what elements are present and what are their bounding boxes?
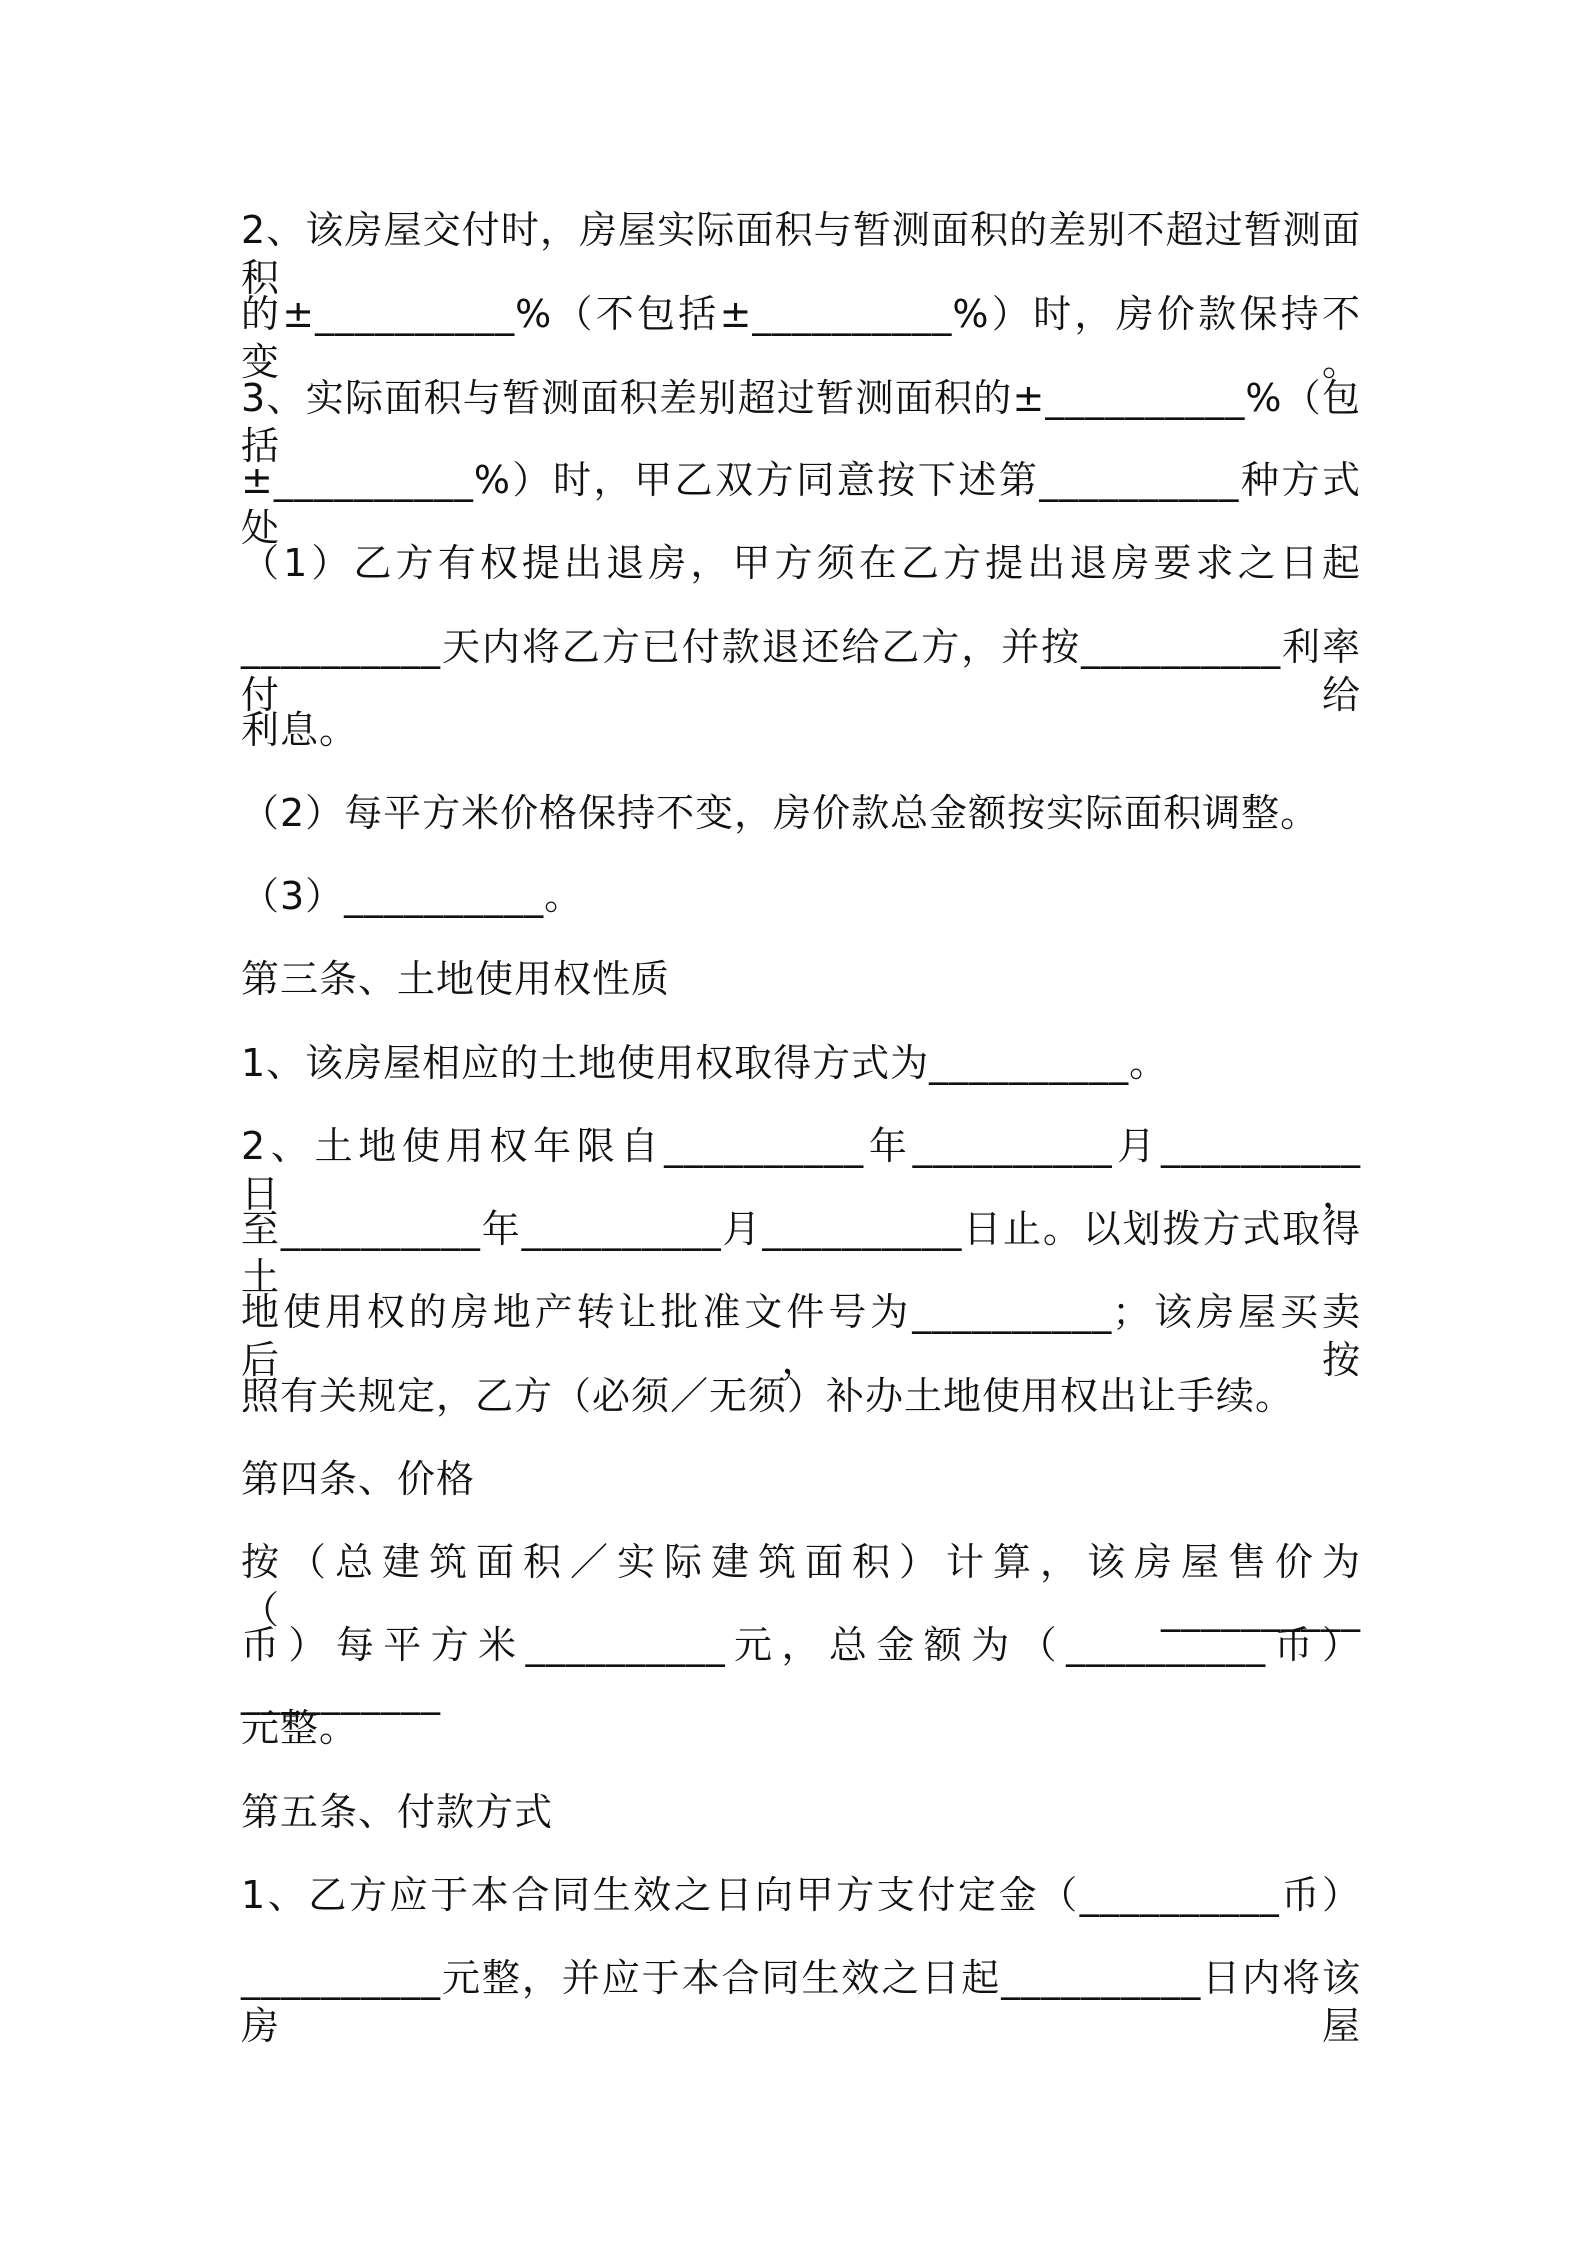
text-line-2: 的±__________%（不包括±__________%）时，房价款保持不变。	[241, 292, 1361, 384]
text-line-12: 2、土地使用权年限自__________年__________月__________日，	[241, 1124, 1361, 1216]
text-line-9: （3）__________。	[241, 874, 584, 918]
text-line-8: （2）每平方米价格保持不变，房价款总金额按实际面积调整。	[241, 791, 1320, 835]
text-line-3: 3、实际面积与暂测面积差别超过暂测面积的±__________%（包括	[241, 376, 1361, 468]
text-line-15: 照有关规定，乙方（必须／无须）补办土地使用权出让手续。	[241, 1374, 1295, 1418]
section-heading-land-use: 第三条、土地使用权性质	[241, 957, 671, 1001]
text-line-6: __________天内将乙方已付款退还给乙方，并按__________利率付给	[241, 625, 1361, 717]
section-heading-payment: 第五条、付款方式	[241, 1790, 554, 1834]
text-line-18: 币）每平方米__________元，总金额为（__________币）__________	[241, 1623, 1361, 1715]
text-line-5: （1）乙方有权提出退房，甲方须在乙方提出退房要求之日起	[241, 541, 1361, 585]
text-line-11: 1、该房屋相应的土地使用权取得方式为__________。	[241, 1041, 1169, 1085]
text-line-22: __________元整，并应于本合同生效之日起__________日内将该房屋	[241, 1956, 1361, 2048]
text-line-21: 1、乙方应于本合同生效之日向甲方支付定金（__________币）	[241, 1873, 1361, 1917]
text-line-17: 按（总建筑面积／实际建筑面积）计算，该房屋售价为（__________	[241, 1540, 1361, 1632]
text-line-19: 元整。	[241, 1706, 359, 1750]
text-line-14: 地使用权的房地产转让批准文件号为__________；该房屋买卖后，按	[241, 1290, 1361, 1382]
text-line-7: 利息。	[241, 708, 359, 752]
section-heading-price: 第四条、价格	[241, 1457, 476, 1501]
text-line-13: 至__________年__________月__________日止。以划拨方式取得土	[241, 1207, 1361, 1299]
text-line-1: 2、该房屋交付时，房屋实际面积与暂测面积的差别不超过暂测面积	[241, 208, 1361, 300]
text-line-4: ±__________%）时，甲乙双方同意按下述第__________种方式处	[241, 458, 1361, 550]
